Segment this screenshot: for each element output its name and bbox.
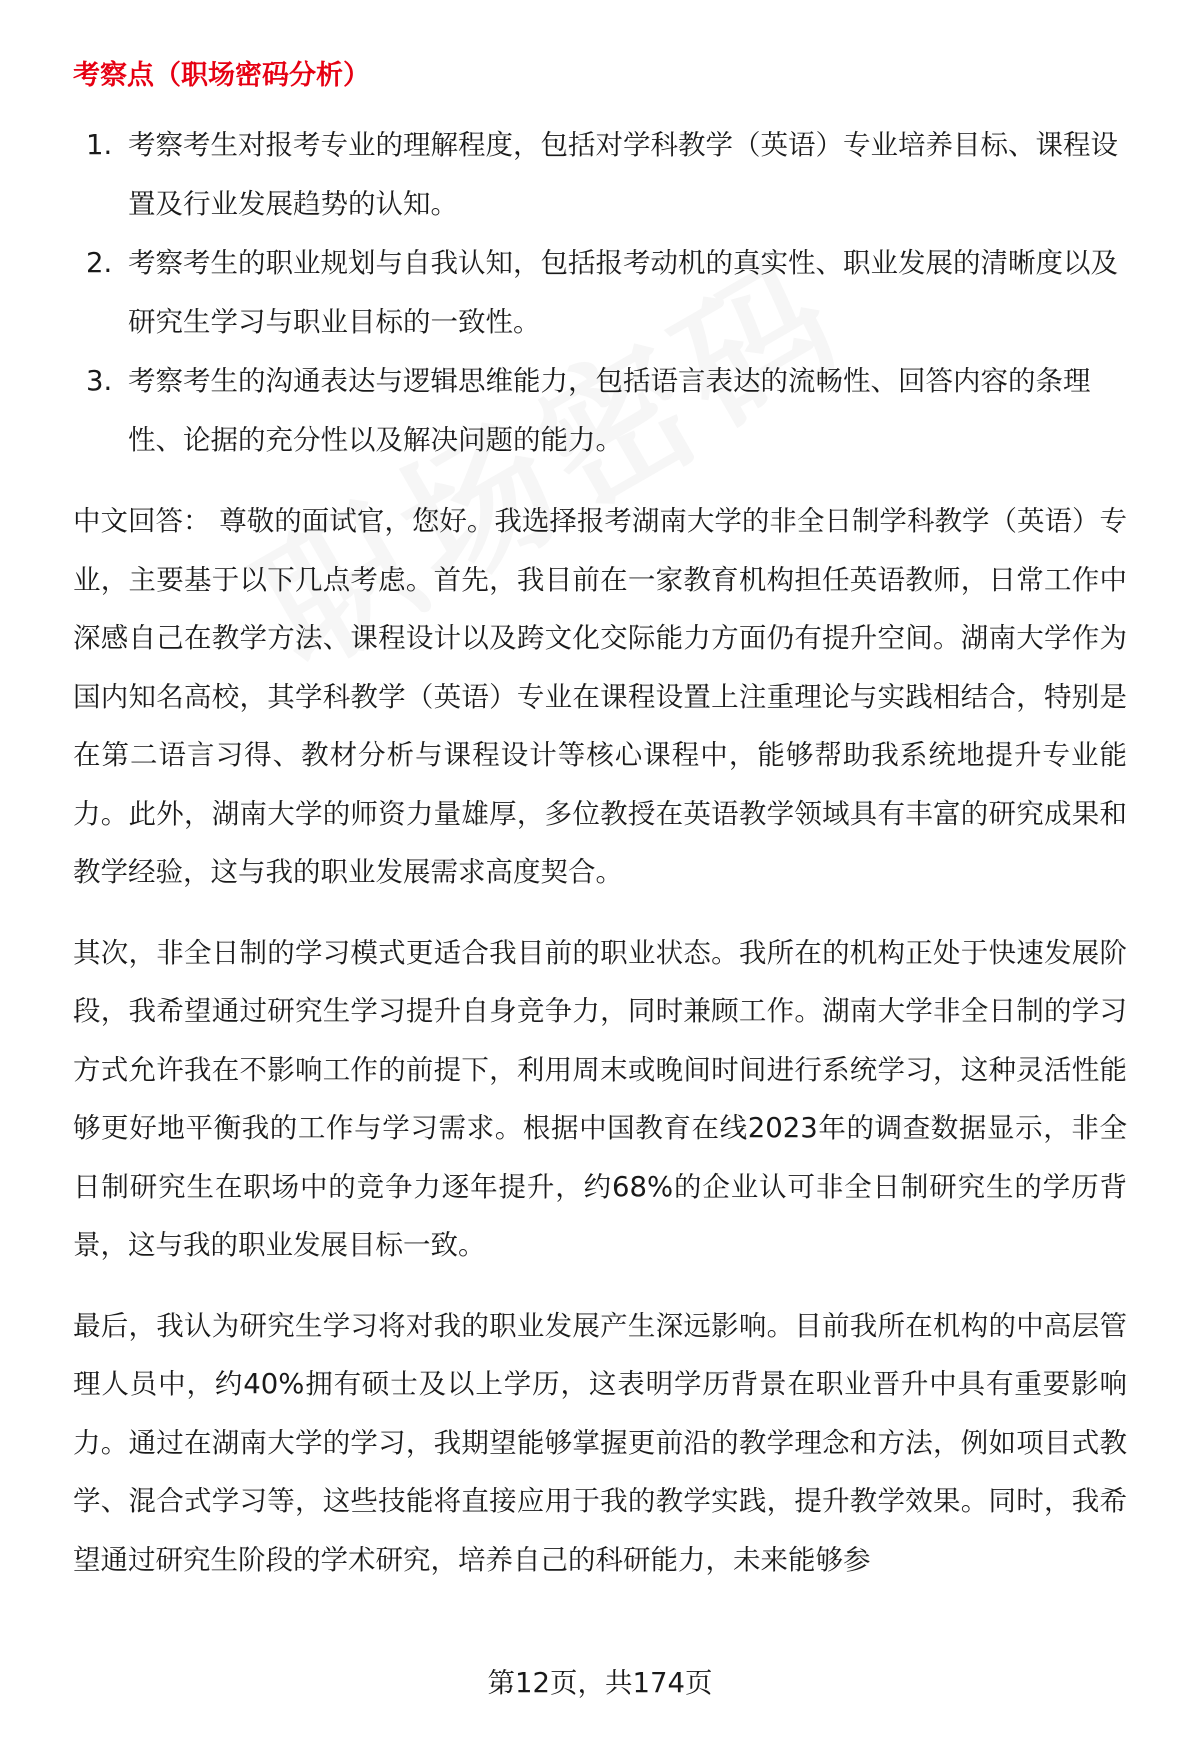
list-item-number: 2. bbox=[86, 247, 113, 279]
list-item-text: 考察考生对报考专业的理解程度，包括对学科教学（英语）专业培养目标、课程设置及行业发展趋势的认知。 bbox=[128, 129, 1118, 220]
list-item bbox=[73, 234, 1127, 352]
list-item-number: 1. bbox=[86, 129, 113, 161]
section-heading: 考察点（职场密码分析） bbox=[73, 60, 370, 91]
list-item bbox=[73, 352, 1127, 470]
list-item bbox=[73, 116, 1127, 234]
list-item-text: 考察考生的职业规划与自我认知，包括报考动机的真实性、职业发展的清晰度以及研究生学习与职业目标的一致性。 bbox=[128, 247, 1118, 338]
answer-paragraph-final: 最后，我认为研究生学习将对我的职业发展产生深远影响。目前我所在机构的中高层管理人员中，约40%拥有硕士及以上学历，这表明学历背景在职业晋升中具有重要影响力。通过在湖南大学的学习，我期望能够掌握更前沿的教学理念和方法，例如项目式教学、混合式学习等，这些技能将直接应用于我的教学实践，提升教学效果。同时，我希望通过研究生阶段的学术研究，培养自己的科研能力，未来能够参 bbox=[73, 1309, 1127, 1576]
answer-paragraph-second: 其次，非全日制的学习模式更适合我目前的职业状态。我所在的机构正处于快速发展阶段，我希望通过研究生学习提升自身竞争力，同时兼顾工作。湖南大学非全日制的学习方式允许我在不影响工作的前提下，利用周末或晚间时间进行系统学习，这种灵活性能够更好地平衡我的工作与学习需求。根据中国教育在线2023年的调查数据显示，非全日制研究生在职场中的竞争力逐年提升，约68%的企业认可非全日制研究生的学历背景，这与我的职业发展目标一致。 bbox=[73, 936, 1127, 1261]
assessment-points-list bbox=[73, 116, 1127, 470]
list-item-text: 考察考生的沟通表达与逻辑思维能力，包括语言表达的流畅性、回答内容的条理性、论据的充分性以及解决问题的能力。 bbox=[128, 365, 1091, 456]
list-item-number: 3. bbox=[86, 365, 113, 397]
answer-paragraph-intro: 中文回答： 尊敬的面试官，您好。我选择报考湖南大学的非全日制学科教学（英语）专业，主要基于以下几点考虑。首先，我目前在一家教育机构担任英语教师，日常工作中深感自己在教学方法、课程设计以及跨文化交际能力方面仍有提升空间。湖南大学作为国内知名高校，其学科教学（英语）专业在课程设置上注重理论与实践相结合，特别是在第二语言习得、教材分析与课程设计等核心课程中，能够帮助我系统地提升专业能力。此外，湖南大学的师资力量雄厚，多位教授在英语教学领域具有丰富的研究成果和教学经验，这与我的职业发展需求高度契合。 bbox=[73, 505, 1127, 888]
page-number-footer: 第12页，共174页 bbox=[487, 1667, 713, 1699]
